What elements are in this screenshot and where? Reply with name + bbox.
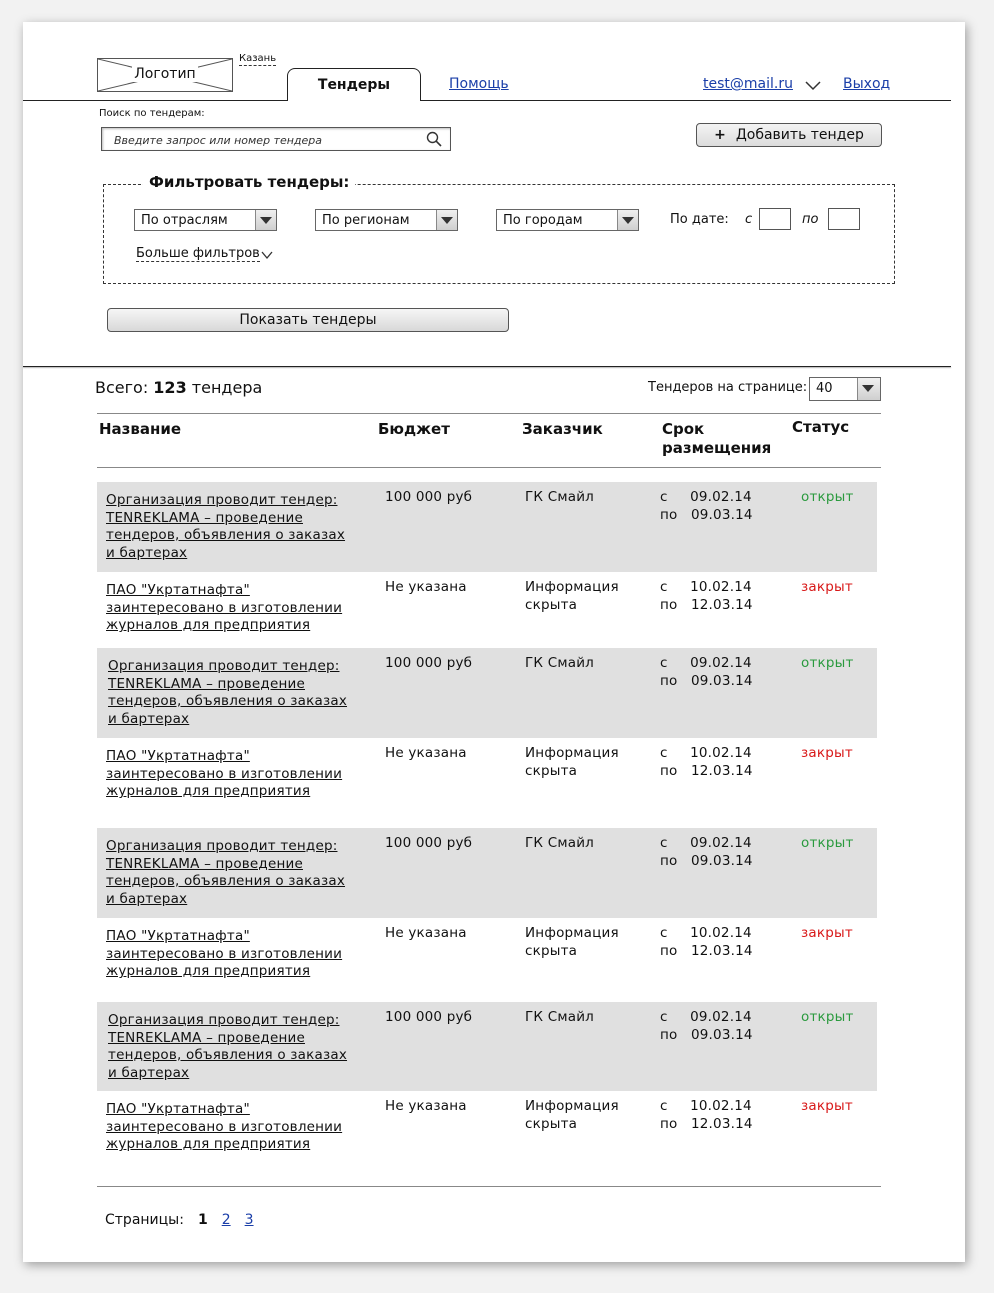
date-from-input[interactable]	[759, 208, 791, 230]
region-select-value: По регионам	[322, 213, 410, 228]
tender-name-link[interactable]: Организация проводит тендер: TENREKLAMA – проведение тендеров, объявления о заказах и бартерах	[106, 838, 346, 907]
column-header-budget: Бюджет	[378, 420, 450, 438]
tender-name-link[interactable]: Организация проводит тендер: TENREKLAMA – проведение тендеров, объявления о заказах и бартерах	[108, 658, 348, 727]
tender-dates: с 10.02.14 по 12.03.14	[660, 925, 753, 959]
total-count	[95, 378, 262, 397]
column-header-name: Название	[99, 420, 182, 438]
tender-budget: Не указана	[385, 925, 467, 941]
tender-client: ГК Смайл	[525, 655, 594, 671]
column-header-client: Заказчик	[522, 420, 603, 438]
tender-status: открыт	[801, 835, 854, 851]
show-tenders-button[interactable]: Показать тендеры	[107, 308, 509, 332]
dropdown-arrow-icon[interactable]	[857, 378, 880, 400]
date-filter-label: По дате:	[670, 212, 729, 227]
tender-status: закрыт	[801, 925, 853, 941]
search-label: Поиск по тендерам:	[99, 108, 205, 119]
dropdown-arrow-icon[interactable]	[255, 210, 276, 230]
per-page-select[interactable]	[809, 377, 881, 401]
section-divider	[23, 366, 951, 367]
page-link-2[interactable]: 2	[221, 1212, 231, 1228]
filter-title: Фильтровать тендеры:	[143, 173, 355, 191]
table-bottom-border	[97, 1186, 881, 1187]
table-row	[97, 1002, 877, 1091]
tender-budget: 100 000 руб	[385, 489, 473, 505]
per-page-label: Тендеров на странице:	[648, 380, 808, 395]
page-current: 1	[197, 1212, 208, 1228]
industry-select[interactable]	[134, 209, 277, 231]
tender-name-link[interactable]: ПАО "Укртатнафта" заинтересовано в изготовлении журналов для предприятия	[106, 1101, 343, 1152]
tender-name-link[interactable]: ПАО "Укртатнафта" заинтересовано в изготовлении журналов для предприятия	[106, 928, 343, 979]
table-top-border	[97, 413, 881, 414]
user-email-link[interactable]: test@mail.ru	[703, 76, 793, 92]
tender-dates: с 10.02.14 по 12.03.14	[660, 579, 753, 613]
tender-client: ГК Смайл	[525, 489, 594, 505]
tender-client: ГК Смайл	[525, 1009, 594, 1025]
column-header-term: Срок размещения	[662, 420, 772, 457]
tender-client: Информация скрыта	[525, 745, 619, 779]
tender-name-link[interactable]: ПАО "Укртатнафта" заинтересовано в изготовлении журналов для предприятия	[106, 748, 343, 799]
industry-select-value: По отраслям	[141, 213, 228, 228]
pagination-label: Страницы:	[105, 1212, 184, 1228]
logo-placeholder[interactable]	[97, 58, 233, 92]
tender-dates: с 10.02.14 по 12.03.14	[660, 745, 753, 779]
tender-name-link[interactable]: Организация проводит тендер: TENREKLAMA – проведение тендеров, объявления о заказах и бартерах	[108, 1012, 348, 1081]
tender-client: ГК Смайл	[525, 835, 594, 851]
table-row	[97, 828, 877, 918]
tender-dates: с 10.02.14 по 12.03.14	[660, 1098, 753, 1132]
city-select[interactable]	[496, 209, 639, 231]
search-icon[interactable]	[426, 131, 442, 147]
tender-status: закрыт	[801, 579, 853, 595]
dropdown-arrow-icon[interactable]	[436, 210, 457, 230]
tender-client: Информация скрыта	[525, 579, 619, 613]
tender-client: Информация скрыта	[525, 1098, 619, 1132]
per-page-value: 40	[816, 381, 833, 396]
tender-status: открыт	[801, 489, 854, 505]
tender-budget: 100 000 руб	[385, 655, 473, 671]
total-suffix: тендера	[191, 378, 263, 397]
table-row	[97, 738, 877, 828]
pagination	[105, 1212, 254, 1228]
tender-name-link[interactable]: Организация проводит тендер: TENREKLAMA – проведение тендеров, объявления о заказах и бартерах	[106, 492, 346, 561]
table-row	[97, 1091, 877, 1181]
logo-label: Логотип	[134, 66, 196, 82]
plus-icon: +	[714, 127, 726, 143]
page-link-3[interactable]: 3	[244, 1212, 254, 1228]
filter-panel	[103, 184, 895, 284]
date-to-label: по	[802, 212, 819, 227]
column-header-status: Статус	[792, 418, 850, 436]
search-box[interactable]	[101, 127, 451, 151]
tender-status: открыт	[801, 655, 854, 671]
city-select-value: По городам	[503, 213, 583, 228]
total-number: 123	[153, 378, 187, 397]
logout-link[interactable]: Выход	[843, 76, 891, 92]
tender-client: Информация скрыта	[525, 925, 619, 959]
more-filters-link[interactable]: Больше фильтров	[136, 246, 260, 261]
add-tender-label: Добавить тендер	[735, 127, 864, 143]
tender-status: закрыт	[801, 1098, 853, 1114]
add-tender-button[interactable]	[696, 123, 882, 147]
table-row	[97, 648, 877, 738]
total-prefix: Всего:	[95, 378, 149, 397]
city-selector[interactable]: Казань	[239, 53, 277, 64]
tab-tenders[interactable]: Тендеры	[287, 68, 421, 101]
tender-budget: 100 000 руб	[385, 1009, 473, 1025]
tender-status: открыт	[801, 1009, 854, 1025]
table-header-border	[97, 467, 881, 468]
table-row	[97, 572, 877, 648]
header-divider	[23, 100, 951, 101]
dropdown-arrow-icon[interactable]	[617, 210, 638, 230]
help-link[interactable]: Помощь	[449, 76, 509, 92]
page	[23, 22, 965, 1262]
tender-dates: с 09.02.14 по 09.03.14	[660, 489, 753, 523]
chevron-down-icon[interactable]	[805, 80, 821, 92]
tender-budget: Не указана	[385, 1098, 467, 1114]
table-row	[97, 482, 877, 572]
tender-dates: с 09.02.14 по 09.03.14	[660, 835, 753, 869]
tender-budget: Не указана	[385, 579, 467, 595]
date-to-input[interactable]	[828, 208, 860, 230]
chevron-down-icon[interactable]	[261, 251, 273, 260]
region-select[interactable]	[315, 209, 458, 231]
tender-budget: 100 000 руб	[385, 835, 473, 851]
table-row	[97, 918, 877, 1002]
tender-name-link[interactable]: ПАО "Укртатнафта" заинтересовано в изготовлении журналов для предприятия	[106, 582, 343, 633]
tender-dates: с 09.02.14 по 09.03.14	[660, 1009, 753, 1043]
tender-budget: Не указана	[385, 745, 467, 761]
search-input[interactable]	[112, 128, 416, 152]
tender-dates: с 09.02.14 по 09.03.14	[660, 655, 753, 689]
tender-status: закрыт	[801, 745, 853, 761]
date-from-label: с	[745, 212, 753, 227]
